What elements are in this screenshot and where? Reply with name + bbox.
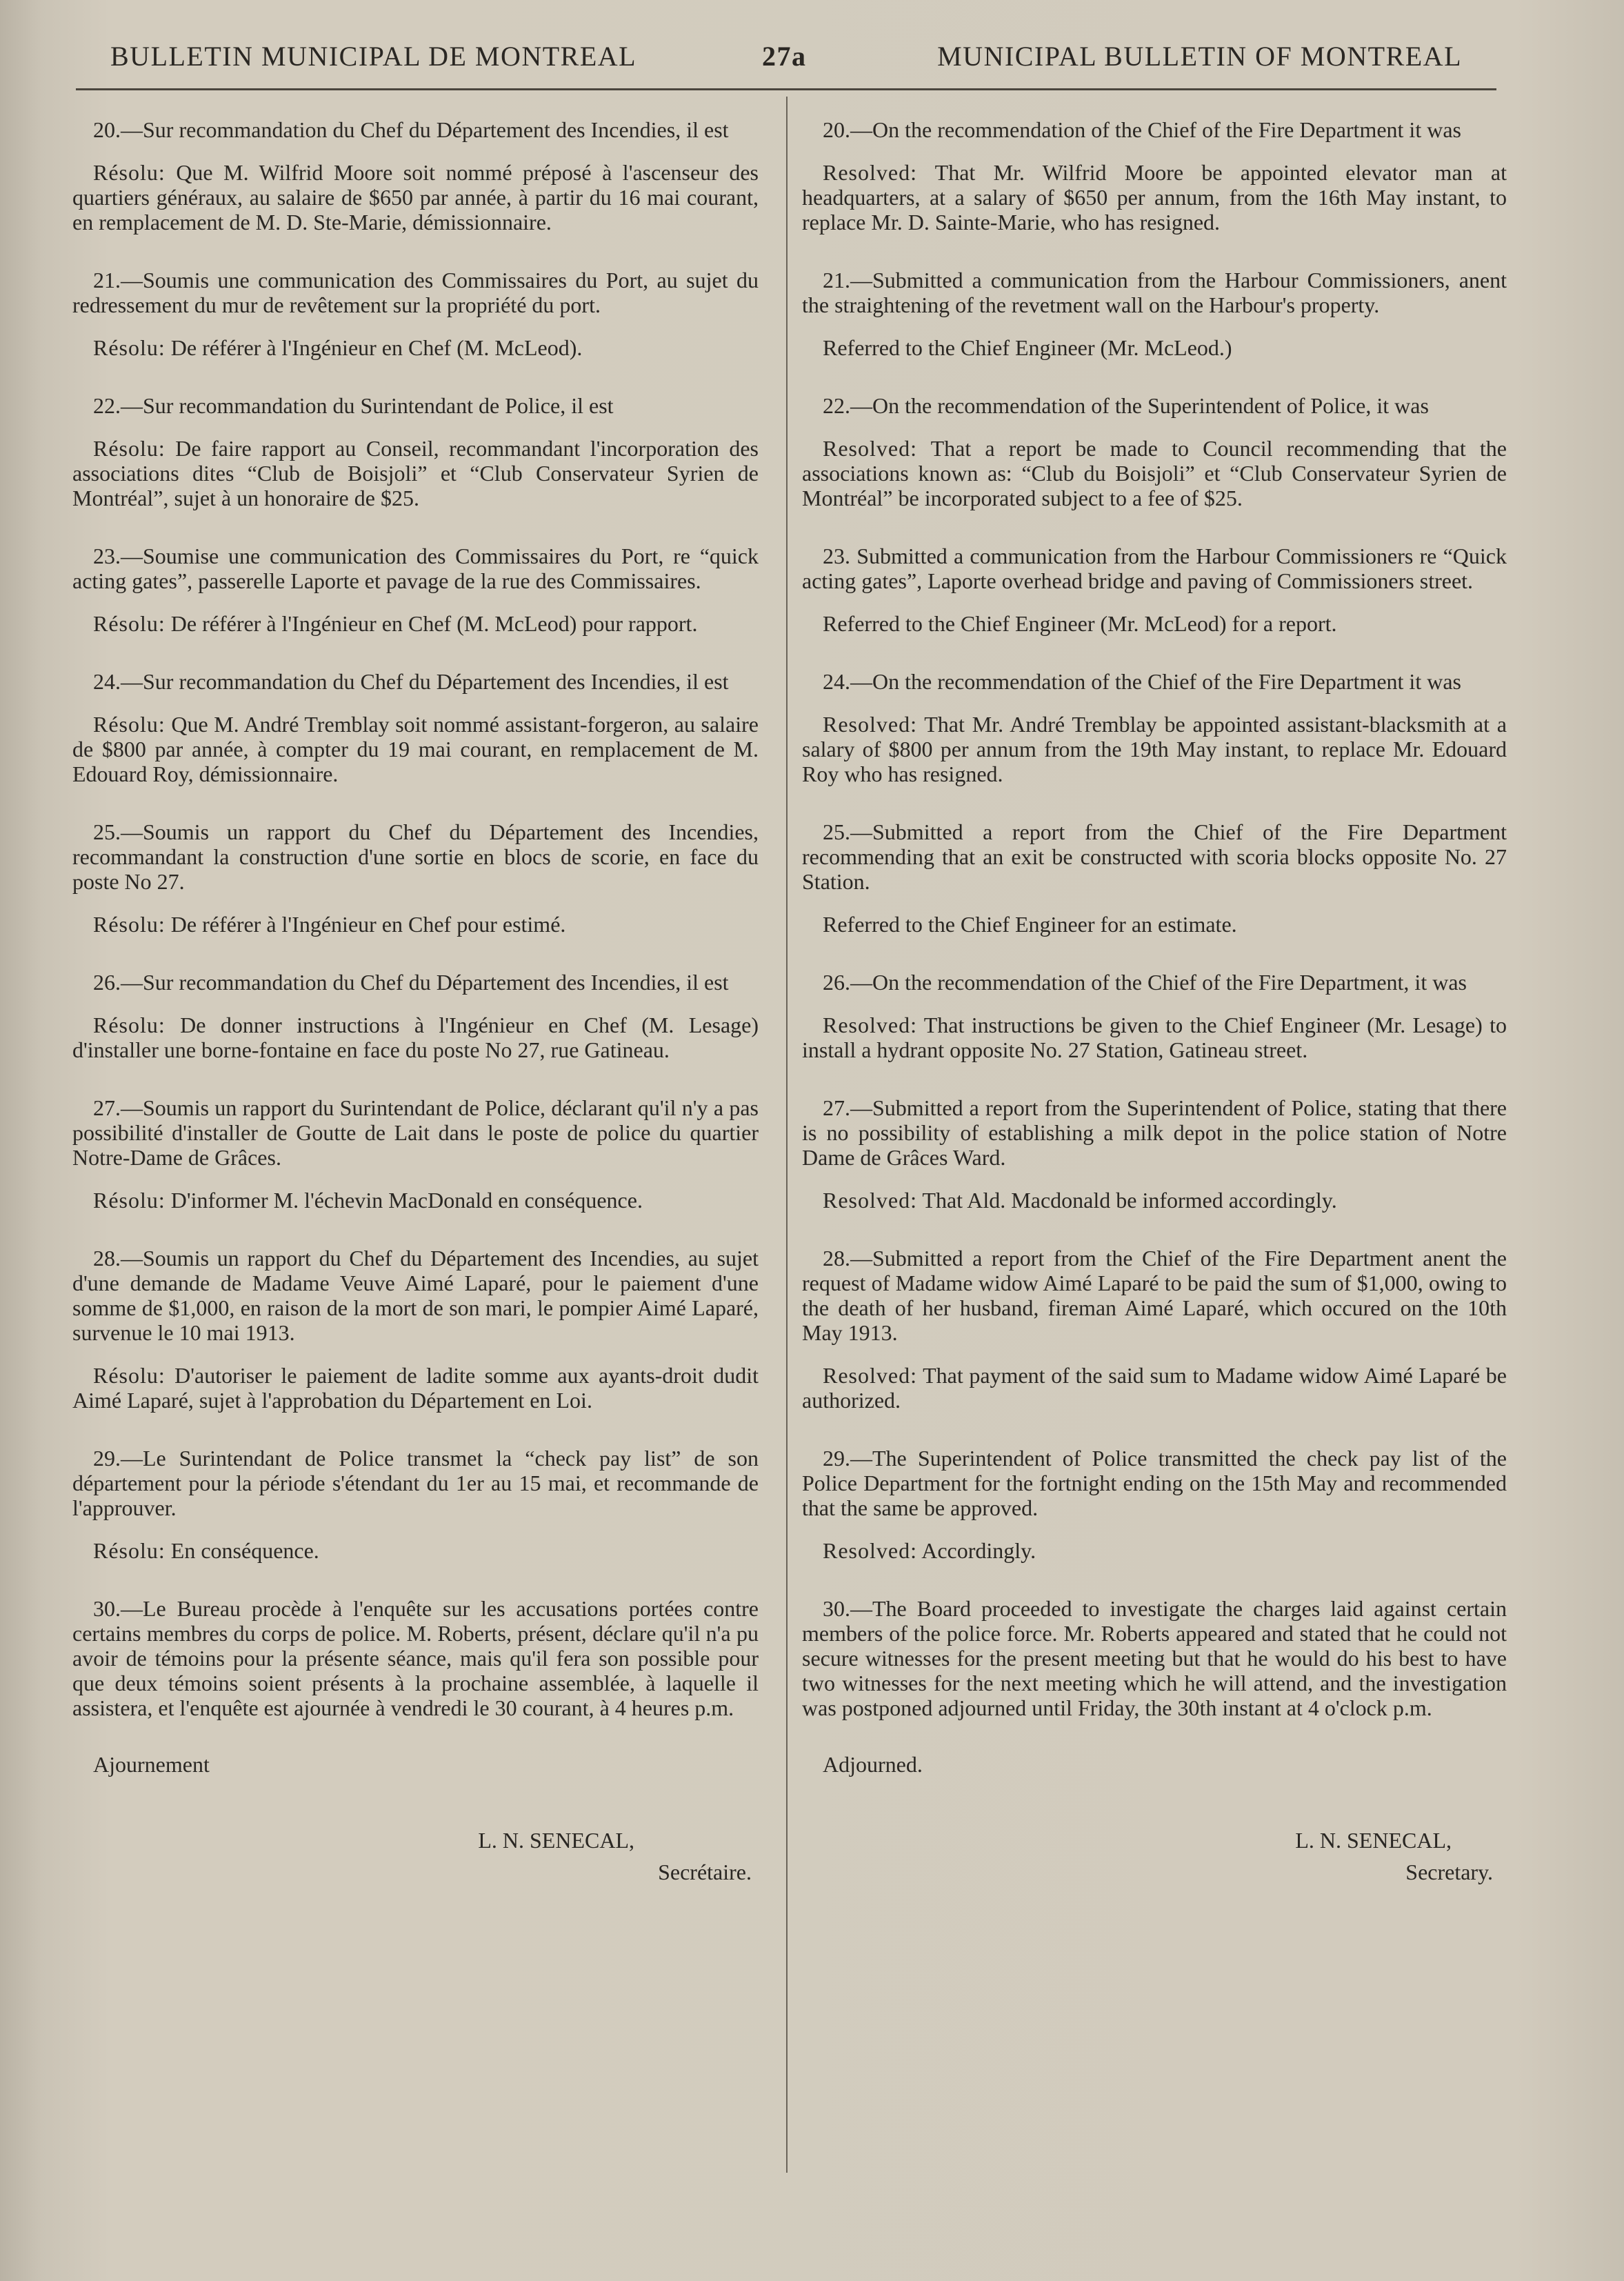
french-paragraph-text: 30.—Le Bureau procède à l'enquête sur les accusations portées contre certains membres du corps de police. M. Roberts, présent, déclare qu'il n'a pu avoir de témoins pour la présente séance, mais qu'il fera son possible pour que deux témoins soient présents à la prochaine assemblée, à laquelle il assistera, et l'enquête est ajournée à vendredi le 30 courant, à 4 heures p.m. bbox=[72, 1596, 759, 1720]
french-resolution-paragraph bbox=[72, 436, 759, 510]
french-resolution-paragraph bbox=[72, 1538, 759, 1563]
english-paragraph-text: That instructions be given to the Chief Engineer (Mr. Lesage) to install a hydrant opposite No. 27 Station, Gatineau street. bbox=[802, 1013, 1507, 1062]
english-resolution-label: Resolved: bbox=[823, 1013, 917, 1037]
english-item-paragraph bbox=[802, 970, 1507, 995]
french-signature-role: Secrétaire. bbox=[658, 1860, 752, 1884]
english-paragraph-text: 20.—On the recommendation of the Chief of the Fire Department it was bbox=[823, 117, 1461, 142]
french-item-paragraph bbox=[72, 1246, 759, 1345]
english-paragraph-text: That a report be made to Council recommending that the associations known as: “Club du Boisjoli” et “Club Conservateur Syrien de Montréal” be incorporated subject to a fee of $25. bbox=[802, 436, 1507, 510]
french-item-paragraph bbox=[72, 268, 759, 317]
french-resolution-paragraph bbox=[72, 1013, 759, 1062]
header-french-title: BULLETIN MUNICIPAL DE MONTREAL bbox=[110, 41, 637, 72]
english-item-paragraph bbox=[802, 117, 1507, 142]
english-item-paragraph bbox=[802, 393, 1507, 418]
english-resolution-label: Resolved: bbox=[823, 436, 917, 461]
english-resolution-label: Resolved: bbox=[823, 1363, 917, 1388]
french-resolution-paragraph bbox=[72, 912, 759, 937]
column-divider bbox=[786, 97, 788, 2173]
french-resolution-label: Résolu: bbox=[93, 160, 166, 185]
french-paragraph-text: 22.—Sur recommandation du Surintendant de Police, il est bbox=[93, 393, 614, 418]
french-item-paragraph bbox=[72, 1446, 759, 1520]
english-resolution-paragraph bbox=[802, 160, 1507, 235]
french-item-paragraph bbox=[72, 1596, 759, 1720]
english-paragraph-text: That Mr. Wilfrid Moore be appointed elevator man at headquarters, at a salary of $650 per annum, from the 16th May instant, to replace Mr. D. Sainte-Marie, who has resigned. bbox=[802, 160, 1507, 235]
english-item-paragraph bbox=[802, 1095, 1507, 1170]
english-item-paragraph bbox=[802, 268, 1507, 317]
english-paragraph-text: Accordingly. bbox=[921, 1538, 1036, 1563]
french-resolution-label: Résolu: bbox=[93, 436, 166, 461]
french-item-paragraph bbox=[72, 669, 759, 694]
french-paragraph-text: De référer à l'Ingénieur en Chef (M. McLeod). bbox=[170, 335, 583, 360]
french-paragraph-text: 23.—Soumise une communication des Commissaires du Port, re “quick acting gates”, passerelle Laporte et pavage de la rue des Commissaires. bbox=[72, 544, 759, 593]
french-paragraph-text: 29.—Le Surintendant de Police transmet la “check pay list” de son département pour la période s'étendant du 1er au 15 mai, et recommande de l'approuver. bbox=[72, 1446, 759, 1520]
french-resolution-label: Résolu: bbox=[93, 1538, 166, 1563]
french-paragraph-text: 20.—Sur recommandation du Chef du Département des Incendies, il est bbox=[93, 117, 729, 142]
english-resolution-label: Resolved: bbox=[823, 712, 917, 737]
french-item-paragraph bbox=[72, 1095, 759, 1170]
english-paragraph-text: 21.—Submitted a communication from the Harbour Commissioners, anent the straightening of the revetment wall on the Harbour's property. bbox=[802, 268, 1507, 317]
french-paragraph-text: D'autoriser le paiement de ladite somme aux ayants-droit dudit Aimé Laparé, sujet à l'approbation du Département en Loi. bbox=[72, 1363, 759, 1413]
french-item-paragraph bbox=[72, 544, 759, 593]
english-paragraph-text: 25.—Submitted a report from the Chief of the Fire Department recommending that an exit be constructed with scoria blocks opposite No. 27 Station. bbox=[802, 819, 1507, 894]
page-number: 27a bbox=[762, 41, 807, 72]
english-paragraph-text: That payment of the said sum to Madame widow Aimé Laparé be authorized. bbox=[802, 1363, 1507, 1413]
french-paragraph-text: En conséquence. bbox=[170, 1538, 319, 1563]
english-resolution-paragraph bbox=[802, 335, 1507, 360]
english-resolution-paragraph bbox=[802, 912, 1507, 937]
french-paragraph-text: De faire rapport au Conseil, recommandant l'incorporation des associations dites “Club de Boisjoli” et “Club Conservateur Syrien de Montréal”, sujet à un honoraire de $25. bbox=[72, 436, 759, 510]
english-paragraph-text: 24.—On the recommendation of the Chief of the Fire Department it was bbox=[823, 669, 1461, 694]
english-item-paragraph bbox=[802, 1246, 1507, 1345]
french-paragraph-text: 28.—Soumis un rapport du Chef du Département des Incendies, au sujet d'une demande de Madame Veuve Aimé Laparé, pour le paiement d'une somme de $1,000, en raison de la mort de son mari, le pompier Aimé Laparé, survenue le 10 mai 1913. bbox=[72, 1246, 759, 1345]
french-paragraph-text: Que M. Wilfrid Moore soit nommé préposé à l'ascenseur des quartiers généraux, au salaire de $650 par année, à partir du 16 mai courant, en remplacement de M. D. Ste-Marie, démissionnaire. bbox=[72, 160, 759, 235]
english-resolution-paragraph bbox=[802, 1188, 1507, 1213]
english-paragraph-text: 22.—On the recommendation of the Superintendent of Police, it was bbox=[823, 393, 1429, 418]
english-column bbox=[802, 117, 1507, 1884]
french-resolution-label: Résolu: bbox=[93, 1363, 166, 1388]
english-resolution-label: Resolved: bbox=[823, 1538, 917, 1563]
french-resolution-paragraph bbox=[72, 335, 759, 360]
english-resolution-paragraph bbox=[802, 712, 1507, 786]
french-paragraph-text: De référer à l'Ingénieur en Chef pour estimé. bbox=[170, 912, 566, 937]
french-resolution-paragraph bbox=[72, 1188, 759, 1213]
english-closing: Adjourned. bbox=[823, 1752, 923, 1777]
french-item-paragraph bbox=[72, 117, 759, 142]
english-paragraph-text: 26.—On the recommendation of the Chief of the Fire Department, it was bbox=[823, 970, 1467, 995]
french-item-paragraph bbox=[72, 819, 759, 894]
french-paragraph-text: 21.—Soumis une communication des Commissaires du Port, au sujet du redressement du mur de revêtement sur la propriété du port. bbox=[72, 268, 759, 317]
english-item-paragraph bbox=[802, 544, 1507, 593]
english-paragraph-text: 30.—The Board proceeded to investigate the charges laid against certain members of the police force. Mr. Roberts appeared and stated that he could not secure witnesses for the present meeting but that he would do his best to have two witnesses for the next meeting which he will attend, and the investigation was postponed adjourned until Friday, the 30th instant at 4 o'clock p.m. bbox=[802, 1596, 1507, 1720]
english-resolution-paragraph bbox=[802, 436, 1507, 510]
english-signature-role: Secretary. bbox=[1405, 1860, 1493, 1884]
french-paragraph-text: 24.—Sur recommandation du Chef du Département des Incendies, il est bbox=[93, 669, 729, 694]
french-resolution-label: Résolu: bbox=[93, 1013, 166, 1037]
english-item-paragraph bbox=[802, 669, 1507, 694]
english-paragraph-text: That Ald. Macdonald be informed accordingly. bbox=[922, 1188, 1337, 1213]
french-paragraph-text: Que M. André Tremblay soit nommé assistant-forgeron, au salaire de $800 par année, à compter du 19 mai courant, en remplacement de M. Edouard Roy, démissionnaire. bbox=[72, 712, 759, 786]
french-item-paragraph bbox=[72, 970, 759, 995]
french-resolution-label: Résolu: bbox=[93, 335, 166, 360]
english-resolution-label: Resolved: bbox=[823, 1188, 917, 1213]
english-paragraph-text: Referred to the Chief Engineer (Mr. McLeod) for a report. bbox=[823, 611, 1337, 636]
french-resolution-label: Résolu: bbox=[93, 912, 166, 937]
english-item-paragraph bbox=[802, 819, 1507, 894]
english-paragraph-text: That Mr. André Tremblay be appointed assistant-blacksmith at a salary of $800 per annum from the 19th May instant, to replace Mr. Edouard Roy who has resigned. bbox=[802, 712, 1507, 786]
english-resolution-paragraph bbox=[802, 1363, 1507, 1413]
english-resolution-paragraph bbox=[802, 1538, 1507, 1563]
french-closing: Ajournement bbox=[93, 1752, 210, 1777]
english-resolution-paragraph bbox=[802, 611, 1507, 636]
french-resolution-label: Résolu: bbox=[93, 611, 166, 636]
french-paragraph-text: D'informer M. l'échevin MacDonald en conséquence. bbox=[170, 1188, 643, 1213]
french-paragraph-text: 26.—Sur recommandation du Chef du Département des Incendies, il est bbox=[93, 970, 729, 995]
english-signature: L. N. SENECAL, bbox=[1295, 1828, 1452, 1853]
french-column bbox=[72, 117, 759, 1884]
page-header bbox=[110, 40, 1462, 74]
french-item-paragraph bbox=[72, 393, 759, 418]
english-paragraph-text: 27.—Submitted a report from the Superintendent of Police, stating that there is no possibility of establishing a milk depot in the police station of Notre Dame de Grâces Ward. bbox=[802, 1095, 1507, 1170]
french-resolution-label: Résolu: bbox=[93, 712, 166, 737]
french-paragraph-text: 25.—Soumis un rapport du Chef du Département des Incendies, recommandant la construction d'une sortie en blocs de scorie, en face du poste No 27. bbox=[72, 819, 759, 894]
french-signature: L. N. SENECAL, bbox=[478, 1828, 634, 1853]
french-resolution-paragraph bbox=[72, 1363, 759, 1413]
french-paragraph-text: De donner instructions à l'Ingénieur en Chef (M. Lesage) d'installer une borne-fontaine en face du poste No 27, rue Gatineau. bbox=[72, 1013, 759, 1062]
english-paragraph-text: 29.—The Superintendent of Police transmitted the check pay list of the Police Department for the fortnight ending on the 15th May and recommended that the same be approved. bbox=[802, 1446, 1507, 1520]
english-item-paragraph bbox=[802, 1446, 1507, 1520]
french-paragraph-text: 27.—Soumis un rapport du Surintendant de Police, déclarant qu'il n'y a pas possibilité d'installer de Goutte de Lait dans le poste de police du quartier Notre-Dame de Grâces. bbox=[72, 1095, 759, 1170]
header-rule bbox=[76, 88, 1496, 90]
header-english-title: MUNICIPAL BULLETIN OF MONTREAL bbox=[937, 41, 1462, 72]
english-paragraph-text: 28.—Submitted a report from the Chief of the Fire Department anent the request of Madame widow Aimé Laparé to be paid the sum of $1,000, owing to the death of her husband, fireman Aimé Laparé, which occured on the 10th May 1913. bbox=[802, 1246, 1507, 1345]
english-resolution-label: Resolved: bbox=[823, 160, 917, 185]
english-paragraph-text: 23. Submitted a communication from the Harbour Commissioners re “Quick acting gates”, Laporte overhead bridge and paving of Commissioners street. bbox=[802, 544, 1507, 593]
english-resolution-paragraph bbox=[802, 1013, 1507, 1062]
french-resolution-paragraph bbox=[72, 160, 759, 235]
french-resolution-paragraph bbox=[72, 712, 759, 786]
french-paragraph-text: De référer à l'Ingénieur en Chef (M. McLeod) pour rapport. bbox=[170, 611, 698, 636]
french-resolution-paragraph bbox=[72, 611, 759, 636]
french-resolution-label: Résolu: bbox=[93, 1188, 166, 1213]
english-paragraph-text: Referred to the Chief Engineer for an estimate. bbox=[823, 912, 1237, 937]
english-paragraph-text: Referred to the Chief Engineer (Mr. McLeod.) bbox=[823, 335, 1232, 360]
english-item-paragraph bbox=[802, 1596, 1507, 1720]
